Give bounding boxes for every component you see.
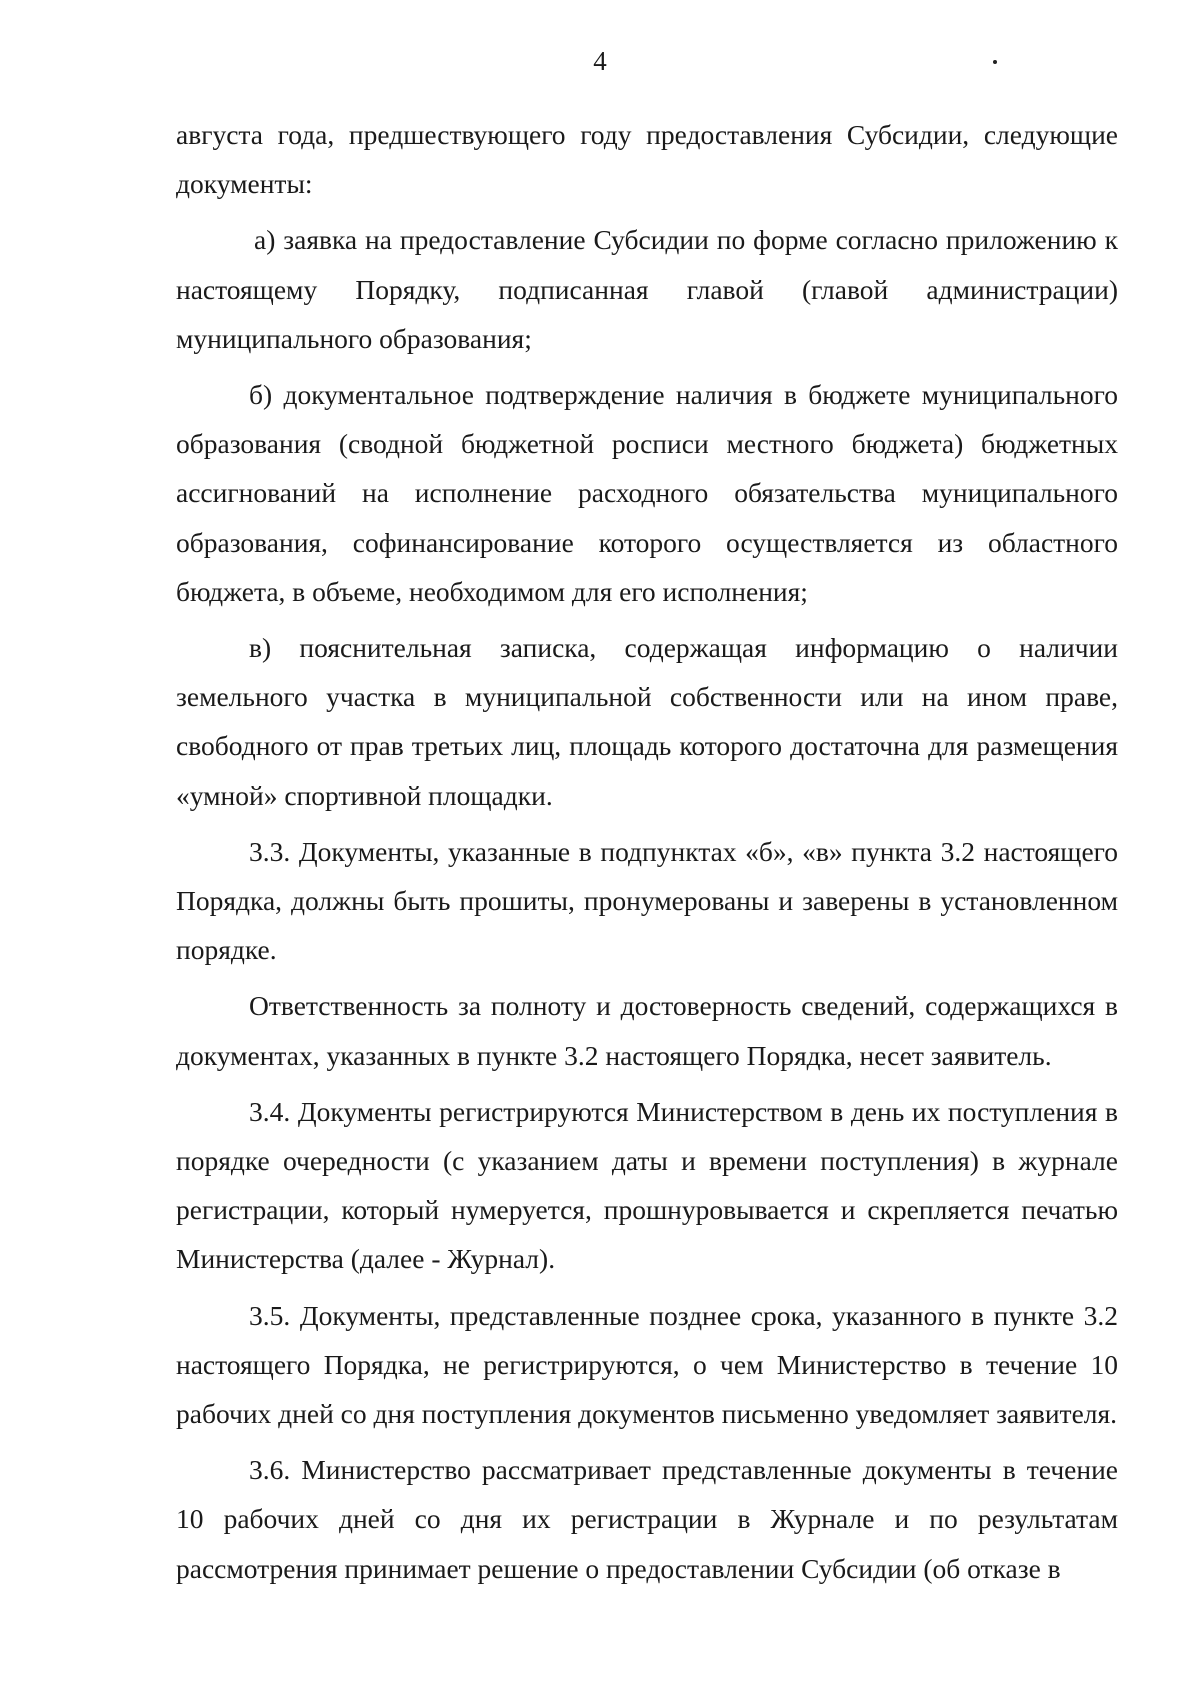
paragraph-item-b: б) документальное подтверждение наличия в бюджете муниципального образования (сводной бюджетной росписи местного бюджета) бюджетных ассигнований на исполнение расходного обязательства муниципального образования, софинансирование которого осуществляется из областного бюджета, в объеме, необходимом для его исполнения; bbox=[176, 379, 1118, 607]
scan-speck bbox=[993, 60, 997, 64]
paragraph-3-4: 3.4. Документы регистрируются Министерством в день их поступления в порядке очередности (с указанием даты и времени поступления) в журнале регистрации, который нумеруется, прошнуровывается и скрепляется печатью Министерства (далее - Журнал). bbox=[176, 1095, 1118, 1275]
paragraph-responsibility: Ответственность за полноту и достоверность сведений, содержащихся в документах, указанных в пункте 3.2 настоящего Порядка, несет заявитель. bbox=[176, 990, 1118, 1071]
paragraph-3-3: 3.3. Документы, указанные в подпунктах «б», «в» пункта 3.2 настоящего Порядка, должны быть прошиты, пронумерованы и заверены в установленном порядке. bbox=[176, 835, 1118, 966]
paragraph-item-v: в) пояснительная записка, содержащая информацию о наличии земельного участка в муниципальной собственности или на ином праве, свободного от прав третьих лиц, площадь которого достаточна для размещения «умной» спортивной площадки. bbox=[176, 632, 1118, 811]
paragraph-3-5: 3.5. Документы, представленные позднее срока, указанного в пункте 3.2 настоящего Порядка, не регистрируются, о чем Министерство в течение 10 рабочих дней со дня поступления документов письменно уведомляет заявителя. bbox=[176, 1299, 1118, 1430]
document-body bbox=[176, 110, 1118, 1600]
paragraph-item-a: а) заявка на предоставление Субсидии по форме согласно приложению к настоящему Порядку, подписанная главой (главой администрации) муниципального образования; bbox=[176, 224, 1118, 354]
page-number: 4 bbox=[593, 46, 607, 76]
paragraph-3-6: 3.6. Министерство рассматривает представленные документы в течение 10 рабочих дней со дня их регистрации в Журнале и по результатам рассмотрения принимает решение о предоставлении Субсидии (об отказе в bbox=[176, 1454, 1118, 1584]
paragraph-continuation: августа года, предшествующего году предоставления Субсидии, следующие документы: bbox=[176, 119, 1118, 200]
